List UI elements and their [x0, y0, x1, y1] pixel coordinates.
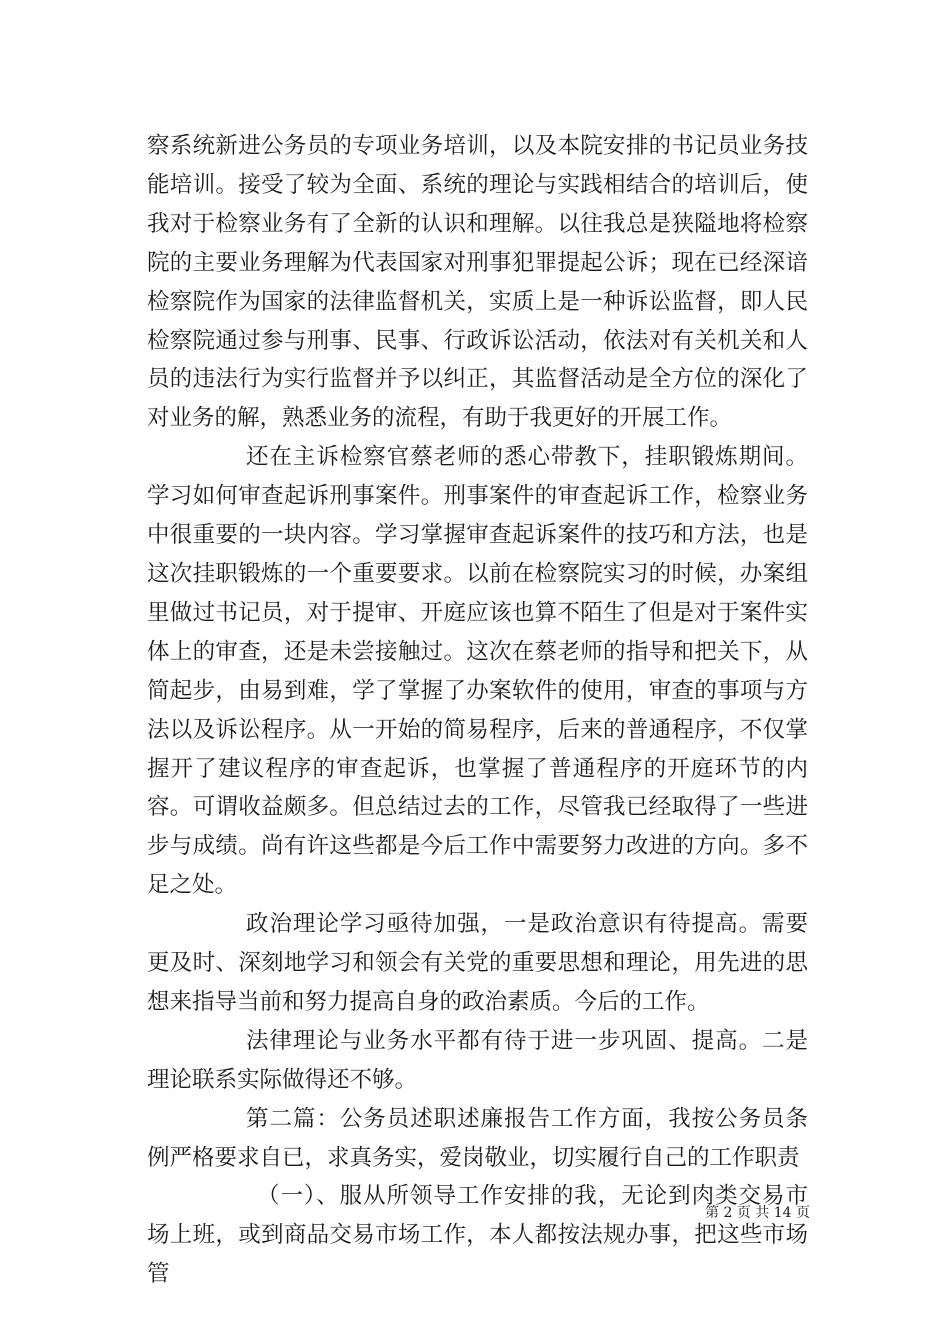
paragraph-internship: 还在主诉检察官蔡老师的悉心带教下，挂职锻炼期间。学习如何审查起诉刑事案件。刑事案件的审查起诉工作，检察业务中很重要的一块内容。学习掌握审查起诉案件的技巧和方法，也是这次挂职锻炼的一个重要要求。以前在检察院实习的时候，办案组里做过书记员，对于提审、开庭应该也算不陌生了但是对于案件实体上的审查，还是未尝接触过。这次在蔡老师的指导和把关下，从简起步，由易到难，学了掌握了办案软件的使用，审查的事项与方法以及诉讼程序。从一开始的简易程序，后来的普通程序，不仅掌握开了建议程序的审查起诉，也掌握了普通程序的开庭环节的内容。可谓收益颇多。但总结过去的工作，尽管我已经取得了一些进步与成绩。尚有许这些都是今后工作中需要努力改进的方向。多不足之处。 [147, 444, 808, 899]
paragraph-second-article: 第二篇：公务员述职述廉报告工作方面，我按公务员条例严格要求自已，求真务实，爱岗敬业，切实履行自己的工作职责 [147, 1105, 808, 1171]
paragraph-legal-theory: 法律理论与业务水平都有待于进一步巩固、提高。二是理论联系实际做得还不够。 [147, 1027, 808, 1093]
paragraph-political-theory: 政治理论学习亟待加强，一是政治意识有待提高。需要更及时、深刻地学习和领会有关党的重要思想和理论，用先进的思想来指导当前和努力提高自身的政治素质。今后的工作。 [147, 911, 808, 1015]
page-number: 第 2 页 共 14 页 [705, 1205, 810, 1221]
paragraph-section-one: （一）、服从所领导工作安排的我，无论到肉类交易市场上班，或到商品交易市场工作，本人都按法规办事，把这些市场管 [147, 1183, 808, 1288]
document-body [147, 127, 808, 1294]
paragraph-training: 察系统新进公务员的专项业务培训，以及本院安排的书记员业务技能培训。接受了较为全面、系统的理论与实践相结合的培训后，使我对于检察业务有了全新的认识和理解。以往我总是狭隘地将检察院的主要业务理解为代表国家对刑事犯罪提起公诉；现在已经深谙检察院作为国家的法律监督机关，实质上是一种诉讼监督，即人民检察院通过参与刑事、民事、行政诉讼活动，依法对有关机关和人员的违法行为实行监督并予以纠正，其监督活动是全方位的深化了对业务的解，熟悉业务的流程，有助于我更好的开展工作。 [147, 133, 808, 432]
